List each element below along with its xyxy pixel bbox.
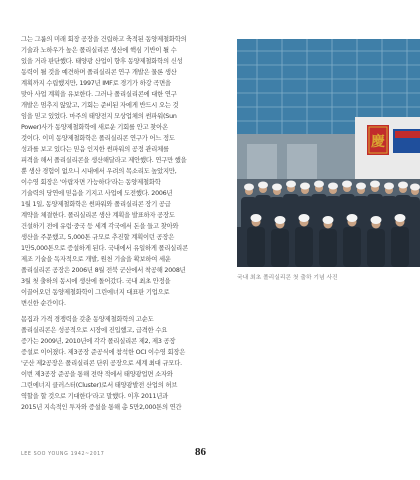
text-line: 그는 그룹의 미래 회장 공장을 건립하고 축적된 동양제철화학의 bbox=[21, 36, 187, 43]
text-line: 1만5,000톤으로 증설하게 된다. 국내에서 유일하게 폴리실리콘 bbox=[21, 245, 188, 252]
text-line: 피격을 해서 폴리실리콘을 생산해달라고 제안했다. 연구만 했을 bbox=[21, 157, 187, 164]
text-line: 폴리실리콘 공장은 2006년 8월 전북 군산에서 착공해 2008년 bbox=[21, 267, 186, 274]
text-line: 이끌어오던 동양제철화학이 그린에너지 대표판 기업으로 bbox=[21, 289, 170, 296]
text-line: 맞아 사업 계획을 유보한다. 그러나 폴리실리콘에 대한 연구 bbox=[21, 91, 177, 98]
text-line: 개발은 멈추지 않았고, 기회는 준비된 자에게 반드시 오는 것 bbox=[21, 102, 179, 109]
text-line: 이번 제3공장 준공을 통해 전략 적에서 태양광업면 소자와 bbox=[21, 371, 173, 378]
text-line: 그린에너지 클러스터(Cluster)로서 태양광발전 산업의 허브 bbox=[21, 382, 178, 389]
text-line: 증가는 2009년, 2010년에 각각 폴리실리콘 제2, 제3 공장 bbox=[21, 338, 176, 345]
text-line: 생산을 주문했고, 5,000톤 규모로 추진할 계획이던 공장은 bbox=[21, 234, 175, 241]
text-line: 뿐 생산 경험이 없으니 시내에서 우려의 목소리도 높았지만, bbox=[21, 168, 177, 175]
text-line: 기술과 노하우가 높은 폴리실리콘 생산에 핵심 기반이 될 수 bbox=[21, 47, 177, 54]
text-line: 기술력의 당연에 믿음을 기지고 사업에 도전했다. 2006년 bbox=[21, 190, 173, 197]
text-line: 건설하기 전에 유럽·중국 등 세계 각국에서 돈을 들고 찾아와 bbox=[21, 223, 179, 230]
photo-caption: 국내 최초 폴리실리콘 첫 출하 기념 사진 bbox=[237, 275, 338, 281]
text-line: 역할을 할 것으로 기대한다'라고 말했다. 이후 2011년과 bbox=[21, 393, 169, 400]
text-line: 변신한 순간이다. bbox=[21, 300, 66, 307]
paragraph-1 bbox=[21, 34, 228, 309]
text-line: Power)사가 동양제철화학에 새로운 기회를 안고 찾아온 bbox=[21, 124, 168, 131]
text-line: 몸집과 가격 경쟁력을 갖춘 동양제철화학의 고순도 bbox=[21, 316, 154, 323]
text-line: 계획까지 수립했지만, 1997년 IMF로 경기가 하강 곡면을 bbox=[21, 80, 171, 87]
page-number: 86 bbox=[195, 446, 206, 458]
text-line: '군산 제2공장은 폴리실리콘 단위 공장으로 세계 최대 규모다. bbox=[21, 360, 182, 367]
group-photo bbox=[237, 39, 420, 267]
text-line: 1월 1일, 동양제철화학은 썬파워와 폴리실리콘 장기 공급 bbox=[21, 201, 171, 208]
book-title: LEE SOO YOUNG 1942~2017 bbox=[21, 452, 105, 457]
text-line: 폴리실리콘은 성공적으로 시장에 진입했고, 급격한 수요 bbox=[21, 327, 168, 334]
text-line: 계약을 체결한다. 폴리실리콘 생산 계획을 발표하자 공장도 bbox=[21, 212, 175, 219]
text-line: 임을 믿고 있었다. 마주의 태양전지 모상업체의 썬파워(Sun bbox=[21, 113, 177, 120]
text-line: 이수영 회장은 '아랍자면 가능하다'라는 동양제철화학 bbox=[21, 179, 161, 186]
text-line: 동력이 될 것을 예견하며 폴리실리콘 연구 개발은 물론 생산 bbox=[21, 69, 177, 76]
text-line: 제조 기술을 독자적으로 개발, 원천 기술을 확보하여 세운 bbox=[21, 256, 171, 263]
article-body bbox=[21, 34, 228, 413]
text-line: 있을 거라 판단했다. 태양광 산업이 향후 동양제철화학의 신성 bbox=[21, 58, 183, 65]
paragraph-2 bbox=[21, 314, 228, 413]
text-line: 성과를 보고 있다는 믿음 인지한 썬파워의 공정 관리체를 bbox=[21, 146, 169, 153]
text-line: 것이다. 이미 동양제철화학은 폴리실리콘 연구가 어느 정도 bbox=[21, 135, 175, 142]
group-photo-illustration bbox=[237, 39, 420, 267]
text-line: 3월 첫 출하의 동시에 생산에 돌어갔다. 국내 최초 안정을 bbox=[21, 278, 171, 285]
text-line: 2015년 지속적인 투자와 증설을 통해 총 5만2,000톤의 연간 bbox=[21, 404, 182, 411]
text-line: 증설로 이어졌다. 제3공장 준공식에 참석한 OCI 이수영 회장은 bbox=[21, 349, 186, 356]
sign-character: 慶 bbox=[371, 134, 385, 150]
